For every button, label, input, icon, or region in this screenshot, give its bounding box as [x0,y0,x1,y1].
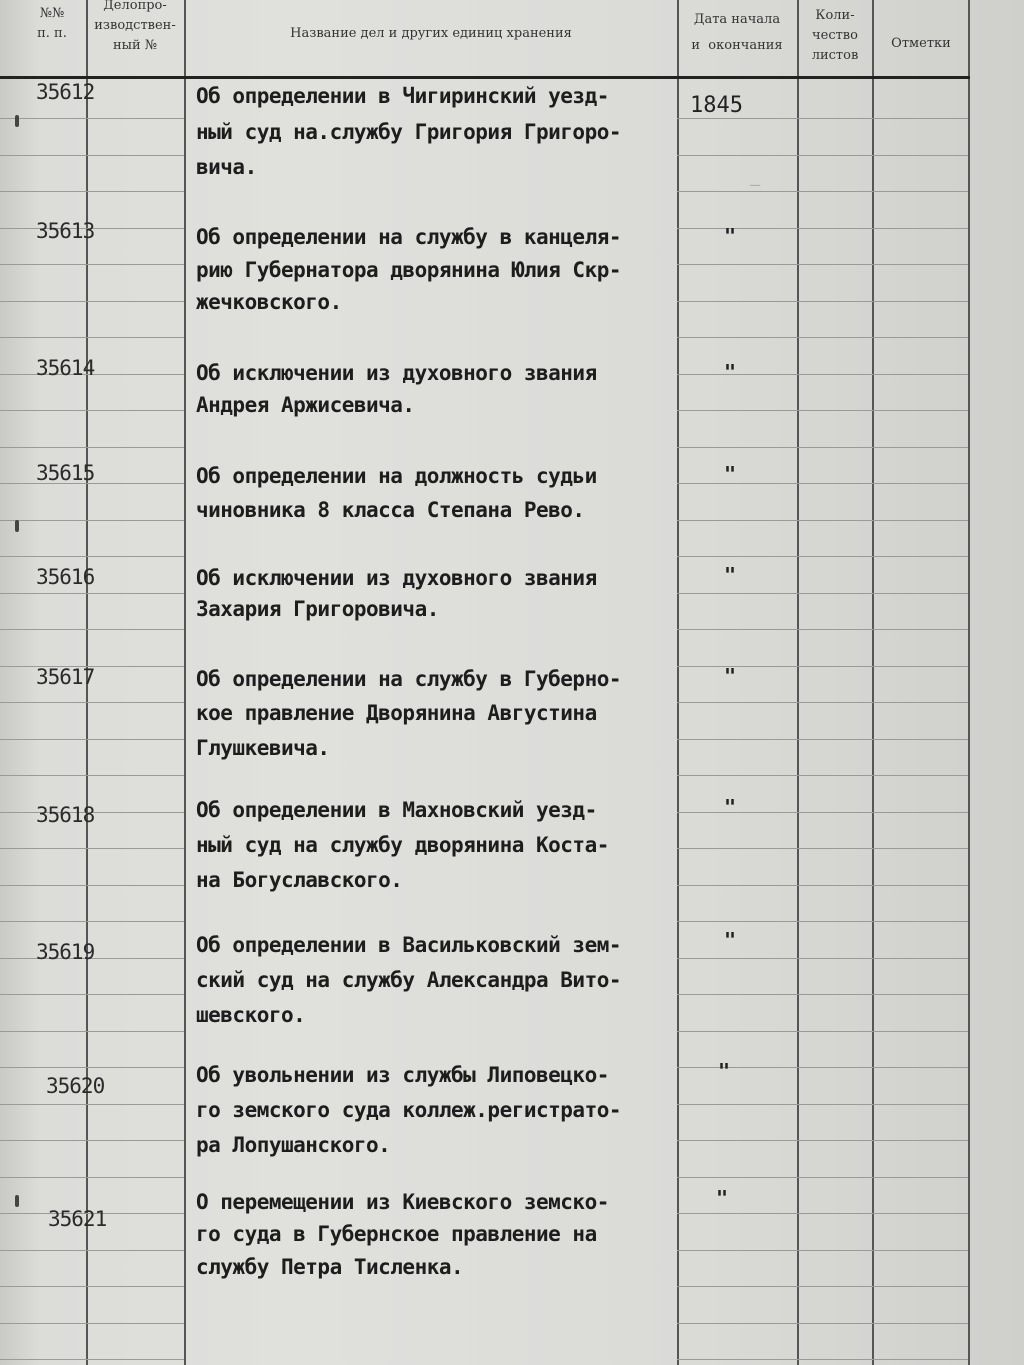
ledger-rule [872,775,968,776]
ledger-rule [86,337,184,338]
column-divider [872,0,874,1365]
ledger-rule [0,264,86,265]
ledger-rule [86,848,184,849]
ledger-rule [86,994,184,995]
ledger-rule [677,1213,797,1214]
ledger-rule [677,228,797,229]
entry-date-ditto: " [724,224,737,248]
entry-number: 35618 [36,803,95,827]
ledger-rule [797,447,872,448]
entry-title-line: Андрея Аржисевича. [196,393,415,417]
entry-date-ditto: " [716,1186,729,1210]
ledger-rule [0,921,86,922]
ledger-rule [86,374,184,375]
entry-title-line: ный суд на.службу Григория Григоро- [196,120,622,144]
ledger-rule [86,155,184,156]
ledger-rule [872,1140,968,1141]
entry-number: 35616 [36,565,95,589]
ledger-rule [677,410,797,411]
column-divider [797,0,799,1365]
ledger-rule [872,812,968,813]
ledger-rule [677,447,797,448]
header-index [20,4,84,44]
binding-mark [15,520,19,532]
entry-number: 35620 [46,1074,105,1098]
entry-date-ditto: " [724,664,737,688]
ledger-rule [677,629,797,630]
ledger-rule [872,994,968,995]
ledger-rule [677,520,797,521]
ledger-rule [797,812,872,813]
ledger-rule [797,1140,872,1141]
ledger-rule [0,994,86,995]
ledger-rule [872,447,968,448]
ledger-rule [872,1323,968,1324]
ledger-rule [872,848,968,849]
ledger-rule [872,629,968,630]
ledger-rule [677,666,797,667]
header-title: Название дел и других единиц хранения [290,26,572,41]
ledger-rule [797,118,872,119]
entry-title-line: шевского. [196,1003,306,1027]
header-office-line1: Делопро- [103,0,167,13]
ledger-rule [677,1250,797,1251]
ledger-rule [86,556,184,557]
entry-title-line: ский суд на службу Александра Вито- [196,968,622,992]
header-index-line2: п. п. [37,26,67,41]
header-office-number [88,0,182,56]
ledger-rule [86,1140,184,1141]
ledger-rule [0,337,86,338]
ledger-rule [677,264,797,265]
ledger-rule [872,958,968,959]
entry-number: 35615 [36,461,95,485]
entry-title-line: Об определении на службу в канцеля- [196,225,622,249]
ledger-rule [86,1250,184,1251]
ledger-rule [797,666,872,667]
ledger-rule [872,556,968,557]
ledger-rule [677,1359,797,1360]
ledger-rule [0,629,86,630]
ledger-rule [797,1359,872,1360]
ledger-rule [797,593,872,594]
ledger-rule [872,1213,968,1214]
entry-number: 35621 [48,1207,107,1231]
ledger-rule [86,1104,184,1105]
ledger-rule [86,483,184,484]
ledger-rule [872,1359,968,1360]
header-index-line1: №№ [39,6,65,21]
ledger-rule [677,191,797,192]
ledger-rule [86,264,184,265]
entry-date-ditto: " [724,795,737,819]
ledger-rule [86,1323,184,1324]
ledger-rule [86,1359,184,1360]
ledger-rule [872,410,968,411]
ledger-rule [0,739,86,740]
entry-date-ditto: " [724,563,737,587]
ledger-rule [0,1359,86,1360]
ledger-rule [797,191,872,192]
ledger-rule [797,994,872,995]
ledger-rule [677,1104,797,1105]
ledger-rule [797,483,872,484]
entry-date: 1845 [690,93,743,118]
ledger-rule [0,447,86,448]
ledger-rule [872,1177,968,1178]
entry-title-line: службу Петра Тисленка. [196,1255,464,1279]
ledger-rule [797,337,872,338]
ledger-rule [797,374,872,375]
ledger-rule [797,1250,872,1251]
entry-date-ditto: " [724,360,737,384]
ledger-rule [797,1323,872,1324]
ledger-rule [677,739,797,740]
entry-number: 35614 [36,356,95,380]
ledger-rule [677,301,797,302]
ledger-rule [872,921,968,922]
entry-date-ditto: " [724,462,737,486]
ledger-rule [86,1177,184,1178]
ledger-rule [872,155,968,156]
entry-title-line: Об исключении из духовного звания [196,361,597,385]
header-dates [679,10,795,56]
entry-title-line: кое правление Дворянина Августина [196,701,597,725]
ledger-rule [86,775,184,776]
ledger-rule [86,301,184,302]
entry-number: 35612 [36,80,95,104]
ledger-rule [677,1177,797,1178]
ledger-rule [677,483,797,484]
ledger-rule [86,191,184,192]
entry-title-line: Об определении на должность судьи [196,464,597,488]
ledger-rule [86,812,184,813]
ledger-rule [797,264,872,265]
entry-date-ditto: " [724,928,737,952]
ledger-rule [797,520,872,521]
ledger-rule [86,447,184,448]
entry-title-line: Захария Григоровича. [196,597,439,621]
ledger-rule [0,1067,86,1068]
header-rule [0,76,970,79]
entry-title-line: Об определении в Чигиринский уезд- [196,84,609,108]
ledger-rule [872,191,968,192]
ledger-rule [797,410,872,411]
ledger-rule [0,1140,86,1141]
ledger-rule [86,228,184,229]
entry-title-line: ный суд на службу дворянина Коста- [196,833,609,857]
ledger-rule [86,958,184,959]
ledger-rule [677,848,797,849]
ledger-rule [0,702,86,703]
header-dates-line2: и окончания [691,38,783,53]
ledger-rule [872,337,968,338]
ledger-rule [0,118,86,119]
ledger-rule [797,702,872,703]
show-through-text: — [750,175,761,195]
entry-title-line: ра Лопушанского. [196,1133,391,1157]
ledger-rule [872,885,968,886]
header-sheets-line1: Коли- [815,8,855,23]
entry-title-line: Глушкевича. [196,736,330,760]
entry-number: 35617 [36,665,95,689]
ledger-rule [872,1067,968,1068]
entry-title-line: О перемещении из Киевского земско- [196,1190,609,1214]
ledger-rule [872,483,968,484]
ledger-rule [0,1286,86,1287]
ledger-rule [677,337,797,338]
entry-title-line: рию Губернатора дворянина Юлия Скр- [196,258,622,282]
ledger-rule [0,1323,86,1324]
ledger-rule [872,520,968,521]
ledger-rule [677,155,797,156]
ledger-rule [797,301,872,302]
ledger-rule [86,666,184,667]
ledger-rule [797,958,872,959]
ledger-rule [797,848,872,849]
ledger-rule [0,1104,86,1105]
ledger-rule [872,666,968,667]
ledger-rule [86,885,184,886]
ledger-rule [86,1031,184,1032]
ledger-rule [0,301,86,302]
ledger-rule [797,1213,872,1214]
ledger-rule [872,1250,968,1251]
ledger-rule [677,1067,797,1068]
ledger-rule [86,1286,184,1287]
ledger-rule [677,885,797,886]
ledger-rule [677,1286,797,1287]
entry-title-line: чиновника 8 класса Степана Рево. [196,498,585,522]
ledger-rule [86,520,184,521]
ledger-rule [0,410,86,411]
header-sheets [799,6,871,66]
ledger-rule [872,264,968,265]
column-divider [184,0,186,1365]
ledger-rule [872,1286,968,1287]
ledger-rule [86,629,184,630]
ledger-rule [872,228,968,229]
ledger-rule [0,1250,86,1251]
ledger-rule [86,1067,184,1068]
ledger-rule [0,593,86,594]
ledger-rule [872,118,968,119]
ledger-rule [872,739,968,740]
ledger-rule [677,702,797,703]
entry-title-line: вича. [196,155,257,179]
binding-mark [15,115,19,127]
ledger-rule [872,374,968,375]
header-notes: Отметки [891,36,951,51]
ledger-rule [797,155,872,156]
ledger-rule [0,520,86,521]
ledger-rule [86,410,184,411]
ledger-rule [872,702,968,703]
header-sheets-line2: чество [812,28,858,43]
ledger-rule [677,118,797,119]
ledger-rule [86,118,184,119]
ledger-rule [677,1031,797,1032]
ledger-rule [797,1104,872,1105]
ledger-rule [797,1286,872,1287]
ledger-rule [872,1031,968,1032]
ledger-rule [677,1323,797,1324]
ledger-rule [0,191,86,192]
ledger-rule [677,812,797,813]
entry-title-line: Об определении на службу в Губерно- [196,667,622,691]
ledger-rule [797,556,872,557]
entry-title-line: го земского суда коллеж.регистрато- [196,1098,622,1122]
ledger-rule [0,775,86,776]
ledger-rule [797,228,872,229]
ledger-rule [797,921,872,922]
ledger-rule [0,155,86,156]
ledger-rule [86,593,184,594]
column-divider [677,0,679,1365]
ledger-rule [872,301,968,302]
ledger-rule [677,1140,797,1141]
ledger-rule [677,374,797,375]
ledger-rule [872,1104,968,1105]
ledger-rule [872,593,968,594]
header-sheets-line3: листов [811,48,859,63]
header-office-line2: изводствен- [94,18,176,33]
ledger-rule [797,775,872,776]
entry-title-line: го суда в Губернское правление на [196,1222,597,1246]
ledger-rule [797,739,872,740]
ledger-rule [0,848,86,849]
binding-mark [15,1195,19,1207]
ledger-rule [797,885,872,886]
ledger-rule [677,994,797,995]
entry-title-line: Об исключении из духовного звания [196,566,597,590]
entry-title-line: на Богуславского. [196,868,403,892]
entry-number: 35619 [36,940,95,964]
entry-title-line: Об определении в Васильковский зем- [196,933,622,957]
entry-title-line: жечковского. [196,290,342,314]
ledger-rule [797,1031,872,1032]
entry-title-line: Об определении в Махновский уезд- [196,798,597,822]
ledger-rule [677,775,797,776]
entry-number: 35613 [36,219,95,243]
header-office-line3: ный № [112,38,158,53]
entry-date-ditto: " [718,1059,731,1083]
ledger-rule [677,921,797,922]
ledger-rule [0,885,86,886]
ledger-rule [677,958,797,959]
ledger-rule [677,556,797,557]
ledger-rule [0,1031,86,1032]
ledger-rule [86,921,184,922]
ledger-rule [797,629,872,630]
ledger-rule [677,593,797,594]
column-divider [968,0,970,1365]
entry-title-line: Об увольнении из службы Липовецко- [196,1063,609,1087]
ledger-rule [0,556,86,557]
ledger-rule [797,1177,872,1178]
header-dates-line1: Дата начала [693,12,781,27]
ledger-rule [0,1177,86,1178]
ledger-rule [797,1067,872,1068]
ledger-rule [86,739,184,740]
ledger-rule [86,702,184,703]
